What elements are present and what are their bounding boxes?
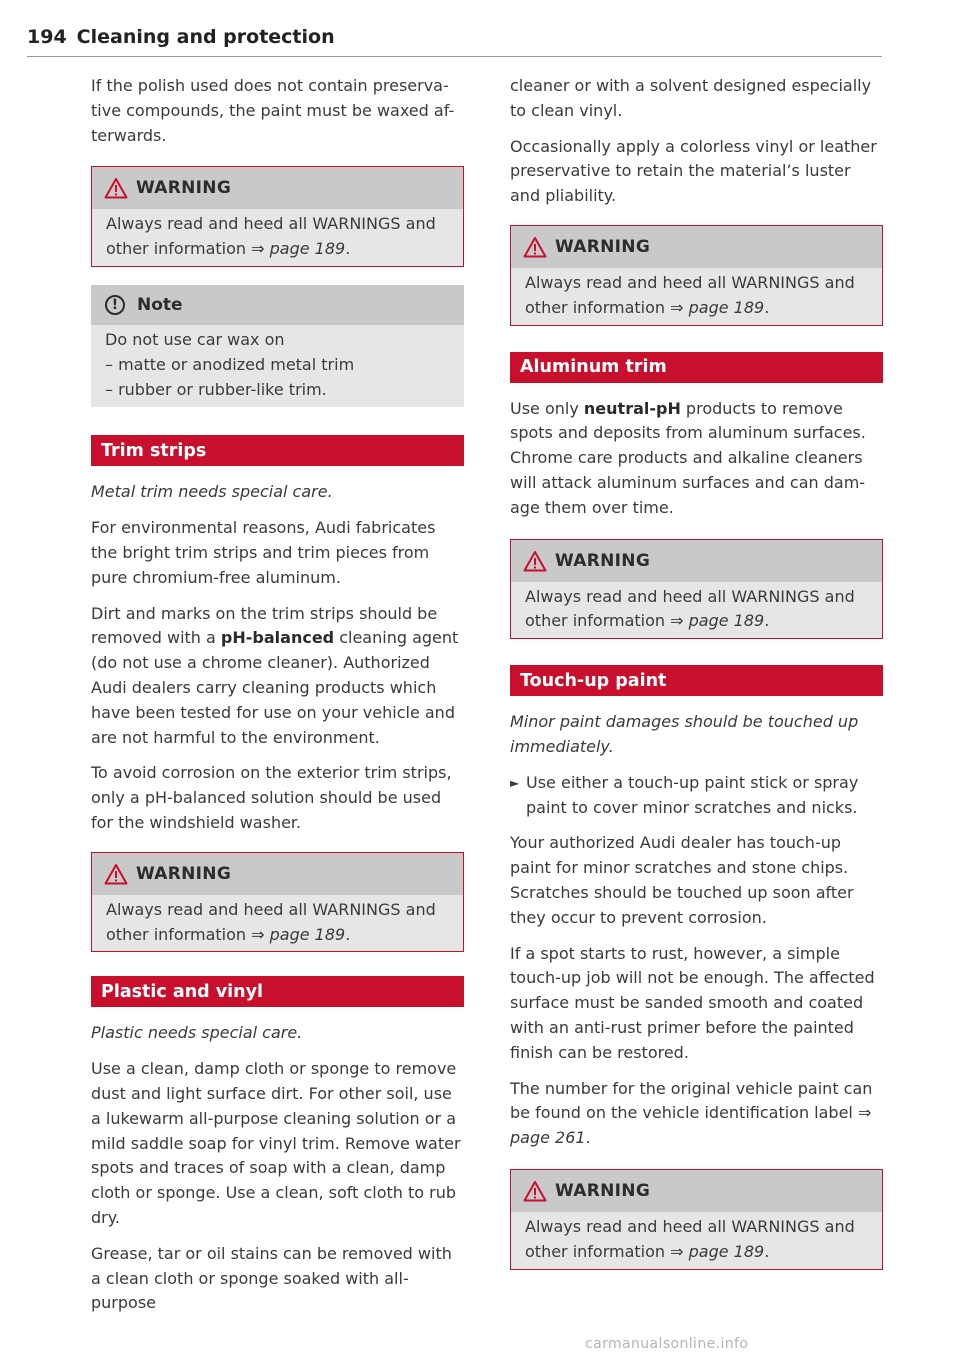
note-line: – matte or anodized metal trim bbox=[105, 354, 355, 374]
chapter-title: Cleaning and protection bbox=[76, 26, 335, 48]
warning-text: Always read and heed all WARNINGS and other information bbox=[106, 214, 436, 259]
warning-box bbox=[510, 225, 883, 326]
section-heading-trim-strips: Trim strips bbox=[91, 435, 464, 466]
section-heading-aluminum-trim: Aluminum trim bbox=[510, 352, 883, 383]
page-reference-link[interactable]: ⇒ page 261 bbox=[510, 1103, 872, 1148]
warning-box bbox=[91, 166, 464, 267]
warning-body: Always read and heed all WARNINGS and other information ⇒ page 189. bbox=[511, 268, 882, 325]
warning-box bbox=[510, 1169, 883, 1270]
paragraph: Grease, tar or oil stains can be removed with a clean cloth or sponge soaked with all-purpose bbox=[91, 1243, 452, 1313]
page-reference-link[interactable]: ⇒ page 189 bbox=[670, 1241, 765, 1261]
section-lead: Metal trim needs special care. bbox=[91, 482, 333, 502]
note-header bbox=[91, 285, 464, 325]
warning-label: WARNING bbox=[555, 1180, 651, 1201]
paragraph: If a spot starts to rust, however, a simple touch-up job will not be enough. The affected surface must be sanded smooth and coated with an anti-rust primer before the painted finish can be restored. bbox=[510, 943, 875, 1062]
paragraph: cleaner or with a solvent designed especially to clean vinyl. bbox=[510, 76, 872, 120]
section-lead: Plastic needs special care. bbox=[91, 1023, 303, 1043]
warning-box bbox=[510, 539, 883, 640]
warning-header bbox=[92, 853, 463, 895]
page-reference-link[interactable]: ⇒ page 189 bbox=[251, 239, 346, 259]
paragraph: The number for the original vehicle paint can be found on the vehicle identification label ⇒ page 261. bbox=[510, 1078, 873, 1148]
warning-label: WARNING bbox=[136, 178, 232, 199]
paragraph: Use a clean, damp cloth or sponge to remove dust and light surface dirt. For other soil, use a lukewarm all-purpose cleaning solution or a mild saddle soap for vinyl trim. Remove water spots and traces of soap with a clean, damp cloth or sponge. Use a clean, soft cloth to rub dry. bbox=[91, 1059, 461, 1227]
warning-header bbox=[511, 226, 882, 268]
paragraph: Dirt and marks on the trim strips should be removed with a pH-balanced cleaning agent (do not use a chrome cleaner). Authorized Audi dealers carry cleaning products which have been tested for use on your vehicle and are not harmful to the environment. bbox=[91, 603, 459, 747]
warning-text: Always read and heed all WARNINGS and other information bbox=[106, 899, 436, 944]
paragraph: To avoid corrosion on the exterior trim strips, only a pH-balanced solution should be used for the windshield washer. bbox=[91, 763, 452, 832]
watermark: carmanualsonline.info bbox=[585, 1336, 749, 1352]
note-line: – rubber or rubber-like trim. bbox=[105, 379, 327, 399]
section-heading-touch-up-paint: Touch-up paint bbox=[510, 665, 883, 696]
warning-text: Always read and heed all WARNINGS and other information bbox=[525, 272, 855, 317]
page-reference-link[interactable]: ⇒ page 189 bbox=[670, 297, 765, 317]
left-column bbox=[91, 74, 464, 1327]
section-heading-plastic-vinyl: Plastic and vinyl bbox=[91, 976, 464, 1007]
warning-text: Always read and heed all WARNINGS and other information bbox=[525, 1216, 855, 1261]
page-header bbox=[27, 26, 882, 48]
note-box bbox=[91, 285, 464, 407]
page-number: 194 bbox=[27, 26, 67, 48]
warning-label: WARNING bbox=[555, 550, 651, 571]
warning-text: Always read and heed all WARNINGS and other information bbox=[525, 586, 855, 631]
paragraph: Use only neutral-pH products to remove spots and deposits from aluminum surfaces. Chrome care products and alkaline cleaners will attack aluminum surfaces and can dam-age them over time. bbox=[510, 398, 866, 517]
warning-body: Always read and heed all WARNINGS and other information ⇒ page 189. bbox=[92, 209, 463, 266]
note-exclamation-icon: ! bbox=[105, 295, 125, 315]
bullet-triangle-icon: ► bbox=[510, 775, 520, 790]
warning-header bbox=[511, 540, 882, 582]
warning-body: Always read and heed all WARNINGS and other information ⇒ page 189. bbox=[511, 1212, 882, 1269]
section-lead: Minor paint damages should be touched up immediately. bbox=[510, 712, 859, 756]
note-label: Note bbox=[137, 294, 183, 315]
instruction-step: ► Use either a touch-up paint stick or spray paint to cover minor scratches and nicks. bbox=[510, 772, 859, 817]
note-body bbox=[91, 325, 464, 407]
warning-header bbox=[92, 167, 463, 209]
paragraph: For environmental reasons, Audi fabricates the bright trim strips and trim pieces from pure chromium-free aluminum. bbox=[91, 518, 436, 587]
page-reference-link[interactable]: ⇒ page 189 bbox=[251, 924, 346, 944]
warning-label: WARNING bbox=[555, 236, 651, 257]
warning-body: Always read and heed all WARNINGS and other information ⇒ page 189. bbox=[511, 582, 882, 639]
paragraph: Occasionally apply a colorless vinyl or leather preservative to retain the material’s luster and pliability. bbox=[510, 136, 877, 206]
warning-body: Always read and heed all WARNINGS and other information ⇒ page 189. bbox=[92, 895, 463, 952]
warning-triangle-icon bbox=[104, 863, 128, 885]
right-column bbox=[510, 74, 883, 1288]
paragraph: Your authorized Audi dealer has touch-up paint for minor scratches and stone chips. Scratches should be touched up soon after they occur to prevent corrosion. bbox=[510, 833, 854, 927]
page-reference-link[interactable]: ⇒ page 189 bbox=[670, 611, 765, 631]
warning-label: WARNING bbox=[136, 863, 232, 884]
paragraph-polish: If the polish used does not contain preserva-tive compounds, the paint must be waxed af-terwards. bbox=[91, 76, 455, 145]
warning-triangle-icon bbox=[523, 550, 547, 572]
note-line: Do not use car wax on bbox=[105, 329, 285, 349]
warning-triangle-icon bbox=[523, 1180, 547, 1202]
warning-triangle-icon bbox=[523, 236, 547, 258]
header-rule bbox=[27, 56, 882, 57]
warning-box bbox=[91, 852, 464, 953]
warning-triangle-icon bbox=[104, 177, 128, 199]
warning-header bbox=[511, 1170, 882, 1212]
